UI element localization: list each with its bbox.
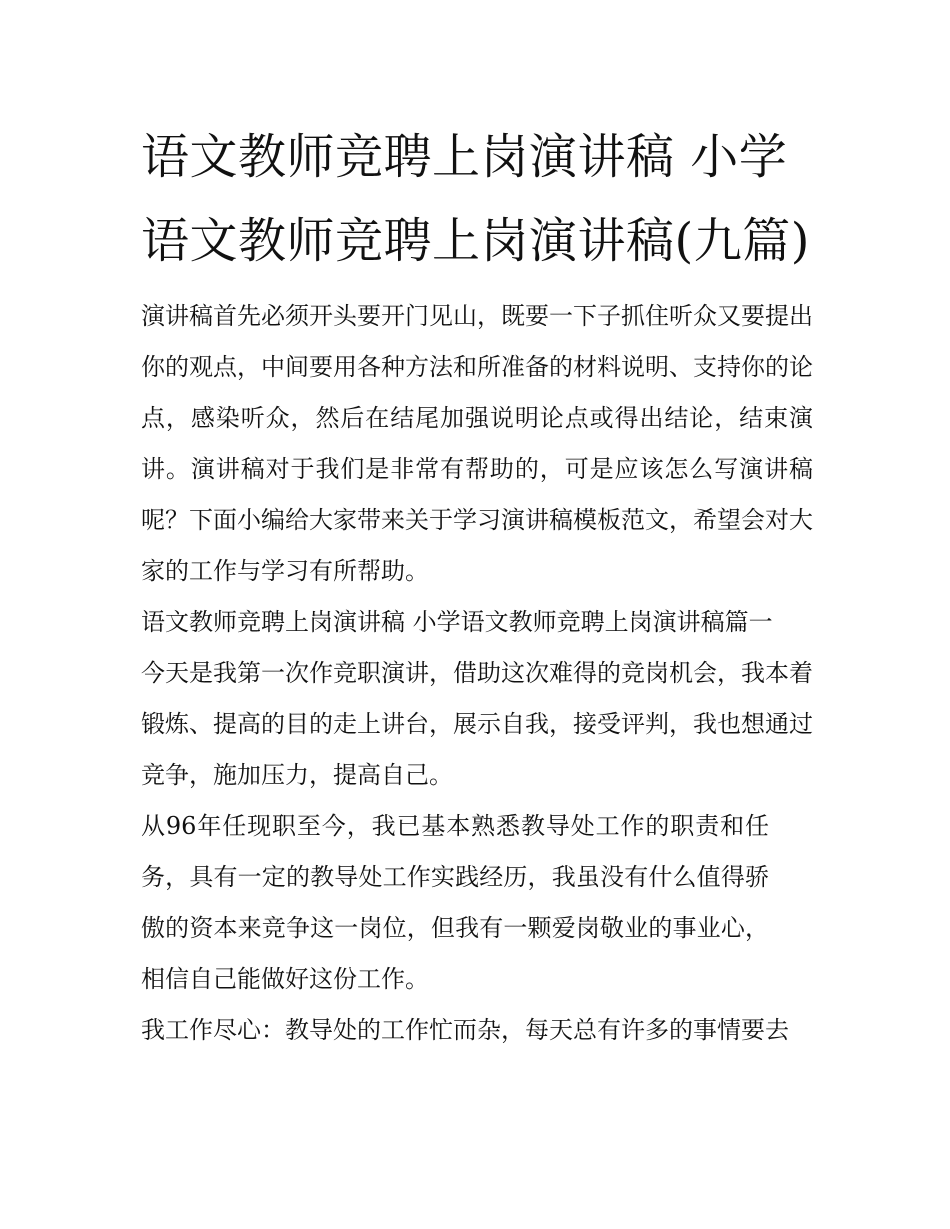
body-paragraph-2: 从96年任现职至今，我已基本熟悉教导处工作的职责和任务，具有一定的教导处工作实践经历，我虽没有什么值得骄傲的资本来竞争这一岗位，但我有一颗爱岗敬业的事业心，相信自己能做好这份工作。 [141, 812, 769, 993]
section-heading: 语文教师竞聘上岗演讲稿 小学语文教师竞聘上岗演讲稿篇一 [141, 608, 773, 636]
intro-paragraph: 演讲稿首先必须开头要开门见山，既要一下子抓住听众又要提出你的观点，中间要用各种方法和所准备的材料说明、支持你的论点，感染听众，然后在结尾加强说明论点或得出结论，结束演讲。演讲稿对于我们是非常有帮助的，可是应该怎么写演讲稿呢？下面小编给大家带来关于学习演讲稿模板范文，希望会对大家的工作与学习有所帮助。 [141, 302, 813, 585]
document-title: 语文教师竞聘上岗演讲稿 小学语文教师竞聘上岗演讲稿(九篇) [141, 129, 810, 269]
document-page [141, 115, 813, 1056]
body-paragraph-1: 今天是我第一次作竞职演讲，借助这次难得的竞岗机会，我本着锻炼、提高的目的走上讲台，展示自我，接受评判，我也想通过竞争，施加压力，提高自己。 [141, 659, 813, 789]
body-paragraph-3: 我工作尽心：教导处的工作忙而杂，每天总有许多的事情要去 [141, 1016, 789, 1044]
